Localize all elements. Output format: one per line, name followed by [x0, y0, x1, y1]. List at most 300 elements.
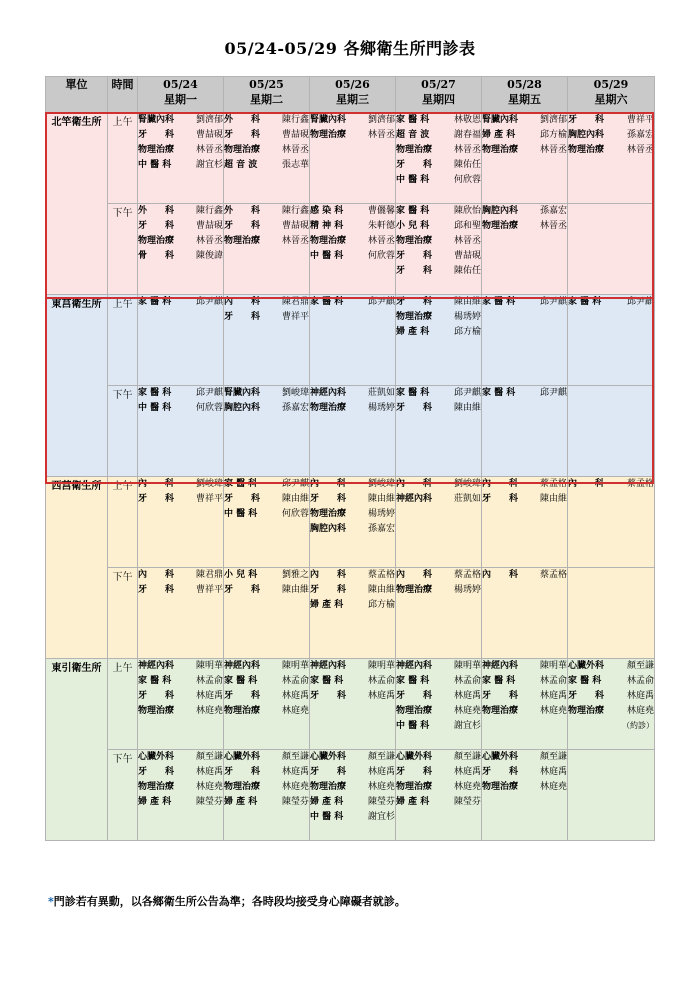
department: 物理治療 — [482, 221, 519, 231]
schedule-cell — [138, 750, 224, 841]
doctor-name: 劉雅之 — [281, 570, 309, 580]
doctor-name: 蔡孟格 — [367, 570, 395, 580]
schedule-cell — [568, 386, 655, 477]
appointment-note: （約診） — [622, 721, 654, 730]
schedule-entry — [224, 583, 309, 598]
schedule-cell — [482, 750, 568, 841]
department: 牙 科 — [396, 691, 433, 701]
doctor-name: 劉峻瑋 — [367, 479, 395, 489]
department: 神經內科 — [396, 494, 433, 504]
department: 神經內科 — [138, 661, 175, 671]
day-weekday: 星期三 — [336, 93, 369, 106]
day-weekday: 星期六 — [594, 93, 628, 106]
department: 物理治療 — [396, 585, 433, 595]
schedule-entry — [396, 295, 481, 310]
schedule-entry — [396, 128, 481, 143]
department: 胸腔內科 — [224, 403, 261, 413]
schedule-cell — [482, 386, 568, 477]
schedule-entry — [396, 583, 481, 598]
doctor-name: 林庭堯 — [195, 782, 223, 792]
department: 心臟外科 — [568, 661, 605, 671]
department: 牙 科 — [310, 585, 347, 595]
department: 牙 科 — [396, 266, 433, 276]
department: 家 醫 科 — [482, 676, 516, 686]
doctor-name: 林孟俞 — [626, 676, 654, 686]
schedule-entry — [310, 810, 395, 825]
schedule-entry — [482, 295, 567, 310]
schedule-entry — [482, 219, 567, 234]
department: 心臟外科 — [310, 752, 347, 762]
department: 家 醫 科 — [482, 297, 516, 307]
schedule-entry — [568, 128, 654, 143]
schedule-entry — [396, 492, 481, 507]
schedule-entry — [224, 659, 309, 674]
schedule-entry — [568, 674, 654, 689]
department: 心臟外科 — [396, 752, 433, 762]
doctor-name: 林孟俞 — [539, 676, 567, 686]
schedule-entry — [482, 674, 567, 689]
doctor-name: 孫嘉宏 — [539, 206, 567, 216]
doctor-name: 林庭堯 — [539, 782, 567, 792]
department: 物理治療 — [138, 145, 175, 155]
schedule-entry — [482, 386, 567, 401]
department: 內 科 — [482, 479, 519, 489]
doctor-name: 劉濟郁 — [367, 115, 395, 125]
department: 中 醫 科 — [138, 160, 172, 170]
period-label: 上午 — [108, 477, 138, 568]
doctor-name: 林庭堯 — [453, 782, 481, 792]
doctor-name: 蔡孟格 — [453, 570, 481, 580]
schedule-entry — [138, 386, 223, 401]
department: 牙 科 — [224, 494, 261, 504]
doctor-name: 邱尹麒 — [453, 388, 481, 398]
doctor-name: 莊凱如 — [367, 388, 395, 398]
doctor-name: 邱尹麒 — [367, 297, 395, 307]
department: 牙 科 — [138, 494, 175, 504]
schedule-cell — [396, 477, 482, 568]
doctor-name: 邱尹麒 — [195, 388, 223, 398]
department: 婦 產 科 — [224, 797, 258, 807]
schedule-entry — [310, 249, 395, 264]
schedule-entry — [138, 689, 223, 704]
doctor-name: 林庭禹 — [281, 767, 309, 777]
doctor-name: 顏至謙 — [453, 752, 481, 762]
schedule-cell — [396, 204, 482, 295]
doctor-name: 陳瑩芬 — [281, 797, 309, 807]
table-row — [46, 386, 655, 477]
schedule-entry — [224, 689, 309, 704]
department: 牙 科 — [310, 691, 347, 701]
doctor-name: 林晉丞 — [539, 221, 567, 231]
schedule-entry — [138, 795, 223, 810]
department: 物理治療 — [310, 782, 347, 792]
schedule-entry — [396, 689, 481, 704]
doctor-name: 邱方榆 — [539, 130, 567, 140]
department: 物理治療 — [396, 236, 433, 246]
schedule-entry — [138, 219, 223, 234]
department: 婦 產 科 — [482, 130, 516, 140]
day-header — [224, 77, 310, 113]
department: 中 醫 科 — [310, 251, 344, 261]
table-row — [46, 204, 655, 295]
doctor-name: 陳明華 — [453, 661, 481, 671]
schedule-entry — [568, 704, 654, 719]
doctor-name: 邱尹麒 — [539, 297, 567, 307]
schedule-entry — [482, 750, 567, 765]
department: 牙 科 — [224, 221, 261, 231]
schedule-entry — [138, 295, 223, 310]
schedule-entry — [482, 143, 567, 158]
doctor-name: 林庭禹 — [539, 767, 567, 777]
schedule-cell — [224, 204, 310, 295]
department: 牙 科 — [396, 767, 433, 777]
schedule-entry — [482, 128, 567, 143]
schedule-cell — [138, 568, 224, 659]
department: 牙 科 — [568, 115, 605, 125]
schedule-entry — [310, 113, 395, 128]
department: 腎臟內科 — [482, 115, 519, 125]
doctor-name: 林晉丞 — [367, 130, 395, 140]
department: 中 醫 科 — [310, 812, 344, 822]
schedule-entry — [568, 659, 654, 674]
schedule-cell — [310, 750, 396, 841]
doctor-name: 林晉丞 — [626, 145, 654, 155]
day-date: 05/25 — [249, 78, 284, 91]
schedule-entry — [310, 219, 395, 234]
department: 內 科 — [396, 570, 433, 580]
department: 感 染 科 — [310, 206, 344, 216]
schedule-entry — [138, 401, 223, 416]
doctor-name: 陳瑩芬 — [367, 797, 395, 807]
schedule-entry — [224, 507, 309, 522]
department: 中 醫 科 — [396, 721, 430, 731]
doctor-name: 陳明華 — [281, 661, 309, 671]
schedule-entry — [138, 659, 223, 674]
day-header — [138, 77, 224, 113]
schedule-cell — [310, 477, 396, 568]
department: 胸腔內科 — [310, 524, 347, 534]
doctor-name: 陳由維 — [281, 585, 309, 595]
schedule-entry — [482, 704, 567, 719]
schedule-entry — [396, 477, 481, 492]
department: 家 醫 科 — [224, 676, 258, 686]
department: 心臟外科 — [138, 752, 175, 762]
doctor-name: 何欣蓉 — [453, 175, 481, 185]
doctor-name: 林孟俞 — [195, 676, 223, 686]
schedule-entry — [224, 674, 309, 689]
doctor-name: 林晉丞 — [539, 145, 567, 155]
schedule-entry — [224, 310, 309, 325]
schedule-entry — [396, 219, 481, 234]
department: 神經內科 — [310, 661, 347, 671]
schedule-entry — [568, 477, 654, 492]
department: 物理治療 — [310, 130, 347, 140]
doctor-name: 楊琇婷 — [367, 403, 395, 413]
doctor-name: 林晉丞 — [453, 145, 481, 155]
doctor-name: 林晉丞 — [195, 236, 223, 246]
doctor-name: 楊琇婷 — [453, 585, 481, 595]
schedule-cell — [224, 659, 310, 750]
doctor-name: 曹喆硯 — [453, 251, 481, 261]
doctor-name: 林晉丞 — [367, 236, 395, 246]
department: 物理治療 — [310, 403, 347, 413]
schedule-cell — [482, 477, 568, 568]
schedule-entry — [396, 113, 481, 128]
schedule-entry — [396, 795, 481, 810]
footnote-star: * — [48, 895, 54, 908]
schedule-entry — [310, 401, 395, 416]
clinic-name: 西莒衛生所 — [46, 477, 108, 659]
period-label: 上午 — [108, 113, 138, 204]
schedule-entry — [224, 386, 309, 401]
schedule-entry — [224, 750, 309, 765]
schedule-entry — [568, 689, 654, 704]
day-weekday: 星期一 — [164, 93, 197, 106]
department: 內 科 — [224, 297, 261, 307]
department: 牙 科 — [224, 767, 261, 777]
schedule-entry — [396, 325, 481, 340]
department: 家 醫 科 — [138, 297, 172, 307]
department: 中 醫 科 — [138, 403, 172, 413]
department: 神經內科 — [396, 661, 433, 671]
schedule-entry — [310, 780, 395, 795]
footnote — [48, 893, 406, 909]
department: 中 醫 科 — [224, 509, 258, 519]
day-date: 05/26 — [335, 78, 370, 91]
schedule-entry — [138, 750, 223, 765]
schedule-entry — [396, 158, 481, 173]
schedule-entry — [224, 219, 309, 234]
department: 牙 科 — [396, 297, 433, 307]
doctor-name: 陳明華 — [195, 661, 223, 671]
schedule-entry — [396, 750, 481, 765]
schedule-cell — [224, 477, 310, 568]
department: 物理治療 — [482, 145, 519, 155]
doctor-name: 陳行鑫 — [195, 206, 223, 216]
schedule-cell — [568, 659, 655, 750]
doctor-name: 林庭禹 — [539, 691, 567, 701]
schedule-cell — [568, 113, 655, 204]
schedule-entry — [396, 173, 481, 188]
doctor-name: 邱方榆 — [453, 327, 481, 337]
department: 神經內科 — [310, 388, 347, 398]
doctor-name: 謝宜杉 — [453, 721, 481, 731]
doctor-name: 陳由維 — [453, 403, 481, 413]
department: 牙 科 — [138, 767, 175, 777]
department: 婦 產 科 — [138, 797, 172, 807]
department: 物理治療 — [310, 509, 347, 519]
schedule-entry — [224, 780, 309, 795]
department: 物理治療 — [396, 782, 433, 792]
schedule-entry — [482, 689, 567, 704]
department: 物理治療 — [224, 145, 261, 155]
schedule-entry — [224, 295, 309, 310]
schedule-entry — [310, 386, 395, 401]
schedule-entry — [310, 204, 395, 219]
department: 家 醫 科 — [568, 676, 602, 686]
schedule-entry — [310, 765, 395, 780]
schedule-entry — [138, 249, 223, 264]
department: 物理治療 — [482, 706, 519, 716]
table-row — [46, 113, 655, 204]
schedule-entry — [482, 659, 567, 674]
schedule-entry — [224, 765, 309, 780]
schedule-entry — [396, 249, 481, 264]
doctor-name: 劉濟郁 — [195, 115, 223, 125]
department: 牙 科 — [224, 130, 261, 140]
department: 牙 科 — [396, 403, 433, 413]
doctor-name: 陳佑任 — [453, 266, 481, 276]
schedule-entry — [138, 674, 223, 689]
day-header — [568, 77, 655, 113]
department: 家 醫 科 — [396, 676, 430, 686]
schedule-entry — [138, 113, 223, 128]
department: 牙 科 — [224, 585, 261, 595]
schedule-entry — [482, 765, 567, 780]
schedule-cell — [224, 113, 310, 204]
doctor-name: 林庭禹 — [195, 691, 223, 701]
schedule-entry — [396, 659, 481, 674]
schedule-entry — [224, 568, 309, 583]
schedule-entry — [396, 264, 481, 279]
department: 腎臟內科 — [310, 115, 347, 125]
schedule-entry — [396, 704, 481, 719]
schedule-entry — [310, 477, 395, 492]
department: 牙 科 — [138, 691, 175, 701]
doctor-name: 曹喆硯 — [195, 221, 223, 231]
department: 牙 科 — [482, 691, 519, 701]
day-header — [482, 77, 568, 113]
doctor-name: 蔡孟格 — [539, 479, 567, 489]
schedule-cell — [396, 659, 482, 750]
schedule-cell — [568, 750, 655, 841]
doctor-name: 邱方榆 — [367, 600, 395, 610]
schedule-entry — [138, 583, 223, 598]
schedule-cell — [224, 386, 310, 477]
schedule-cell — [482, 295, 568, 386]
schedule-entry — [310, 568, 395, 583]
schedule-cell — [568, 295, 655, 386]
doctor-name: 顏至謙 — [367, 752, 395, 762]
schedule-entry — [310, 234, 395, 249]
schedule-entry — [396, 401, 481, 416]
doctor-name: 劉峻瑋 — [281, 388, 309, 398]
department: 家 醫 科 — [310, 297, 344, 307]
schedule-entry — [224, 128, 309, 143]
doctor-name: 孫嘉宏 — [281, 403, 309, 413]
table-row — [46, 659, 655, 750]
department: 牙 科 — [138, 221, 175, 231]
schedule-table — [45, 76, 655, 841]
schedule-cell — [138, 659, 224, 750]
doctor-name: 林庭禹 — [281, 691, 309, 701]
doctor-name: 林敬恩 — [453, 115, 481, 125]
department: 家 醫 科 — [568, 297, 602, 307]
doctor-name: 邱尹麒 — [281, 479, 309, 489]
department: 骨 科 — [138, 251, 175, 261]
department: 外 科 — [138, 206, 175, 216]
schedule-entry — [310, 674, 395, 689]
department: 婦 產 科 — [396, 327, 430, 337]
schedule-entry — [310, 128, 395, 143]
doctor-name: 林庭堯 — [367, 782, 395, 792]
schedule-entry — [138, 780, 223, 795]
department: 腎臟內科 — [138, 115, 175, 125]
department: 精 神 科 — [310, 221, 344, 231]
schedule-cell — [568, 204, 655, 295]
department: 物理治療 — [138, 236, 175, 246]
schedule-entry — [310, 295, 395, 310]
department: 家 醫 科 — [482, 388, 516, 398]
schedule-entry — [224, 477, 309, 492]
doctor-name: 顏至謙 — [626, 661, 654, 671]
doctor-name: 劉峻瑋 — [195, 479, 223, 489]
doctor-name: 陳行鑫 — [281, 206, 309, 216]
period-label: 下午 — [108, 568, 138, 659]
department: 物理治療 — [396, 706, 433, 716]
schedule-entry — [568, 143, 654, 158]
doctor-name: 蔡孟格 — [539, 570, 567, 580]
schedule-entry — [138, 704, 223, 719]
department: 牙 科 — [310, 767, 347, 777]
doctor-name: 陳明華 — [367, 661, 395, 671]
footnote-text: 門診若有異動，以各鄉衛生所公告為準；各時段均接受身心障礙者就診。 — [53, 895, 406, 908]
doctor-name: 曹祥平 — [281, 312, 309, 322]
doctor-name: 陳欣怡 — [453, 206, 481, 216]
table-row — [46, 477, 655, 568]
schedule-entry — [310, 659, 395, 674]
department: 牙 科 — [138, 585, 175, 595]
schedule-entry — [396, 143, 481, 158]
schedule-entry — [310, 689, 395, 704]
schedule-entry — [224, 234, 309, 249]
department: 物理治療 — [224, 782, 261, 792]
day-date: 05/29 — [593, 78, 629, 91]
department: 內 科 — [568, 479, 605, 489]
department: 小 兒 科 — [396, 221, 430, 231]
doctor-name: 朱軒德 — [367, 221, 395, 231]
schedule-entry — [482, 477, 567, 492]
schedule-entry — [138, 765, 223, 780]
department: 物理治療 — [138, 706, 175, 716]
day-date: 05/27 — [421, 78, 456, 91]
doctor-name: 邱尹麒 — [539, 388, 567, 398]
doctor-name: 顏至謙 — [195, 752, 223, 762]
doctor-name: 邱尹麒 — [626, 297, 654, 307]
schedule-entry — [310, 583, 395, 598]
doctor-name: 謝宜杉 — [195, 160, 223, 170]
department: 家 醫 科 — [396, 206, 430, 216]
period-label: 下午 — [108, 386, 138, 477]
department: 物理治療 — [138, 782, 175, 792]
day-date: 05/28 — [507, 78, 542, 91]
department: 超 音 波 — [396, 130, 430, 140]
doctor-name: 謝宜杉 — [367, 812, 395, 822]
doctor-name: 林孟俞 — [453, 676, 481, 686]
doctor-name: 林庭禹 — [453, 691, 481, 701]
doctor-name: 林庭堯 — [539, 706, 567, 716]
schedule-entry — [482, 780, 567, 795]
doctor-name: 曹喆硯 — [195, 130, 223, 140]
schedule-cell — [224, 295, 310, 386]
schedule-cell — [482, 113, 568, 204]
doctor-name: 陳由維 — [453, 297, 481, 307]
schedule-cell — [310, 204, 396, 295]
schedule-entry — [138, 158, 223, 173]
schedule-cell — [310, 568, 396, 659]
doctor-name: 莊凱如 — [453, 494, 481, 504]
department: 家 醫 科 — [138, 676, 172, 686]
